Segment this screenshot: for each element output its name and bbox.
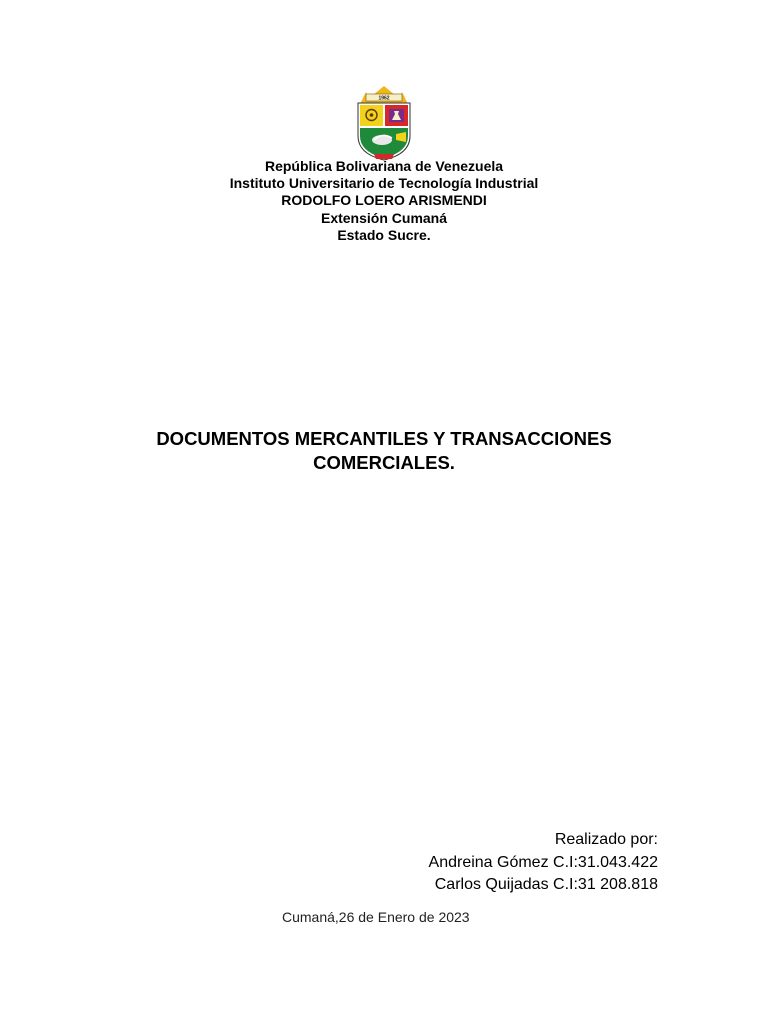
header-country: República Bolivariana de Venezuela [264, 158, 504, 174]
header-institute: Instituto Universitario de Tecnología Industrial [229, 175, 539, 192]
emblem-year: 1962 [378, 95, 390, 102]
document-title [0, 427, 768, 475]
institute-emblem [352, 84, 416, 162]
authors-block [429, 829, 658, 897]
title-line-2: COMERCIALES. [313, 452, 455, 473]
header-institute-name: RODOLFO LOERO ARISMENDI [281, 192, 487, 209]
document-date: Cumaná,26 de Enero de 2023 [282, 909, 470, 925]
header-state: Estado Sucre. [337, 226, 431, 243]
header-extension: Extensión Cumaná [320, 209, 448, 226]
author-2: Carlos Quijadas C.I:31 208.818 [434, 876, 658, 893]
institution-header [0, 158, 768, 244]
author-1: Andreina Gómez C.I:31.043.422 [428, 853, 658, 871]
title-line-1: DOCUMENTOS MERCANTILES Y TRANSACCIONES [156, 428, 612, 449]
authors-label: Realizado por: [554, 831, 658, 848]
